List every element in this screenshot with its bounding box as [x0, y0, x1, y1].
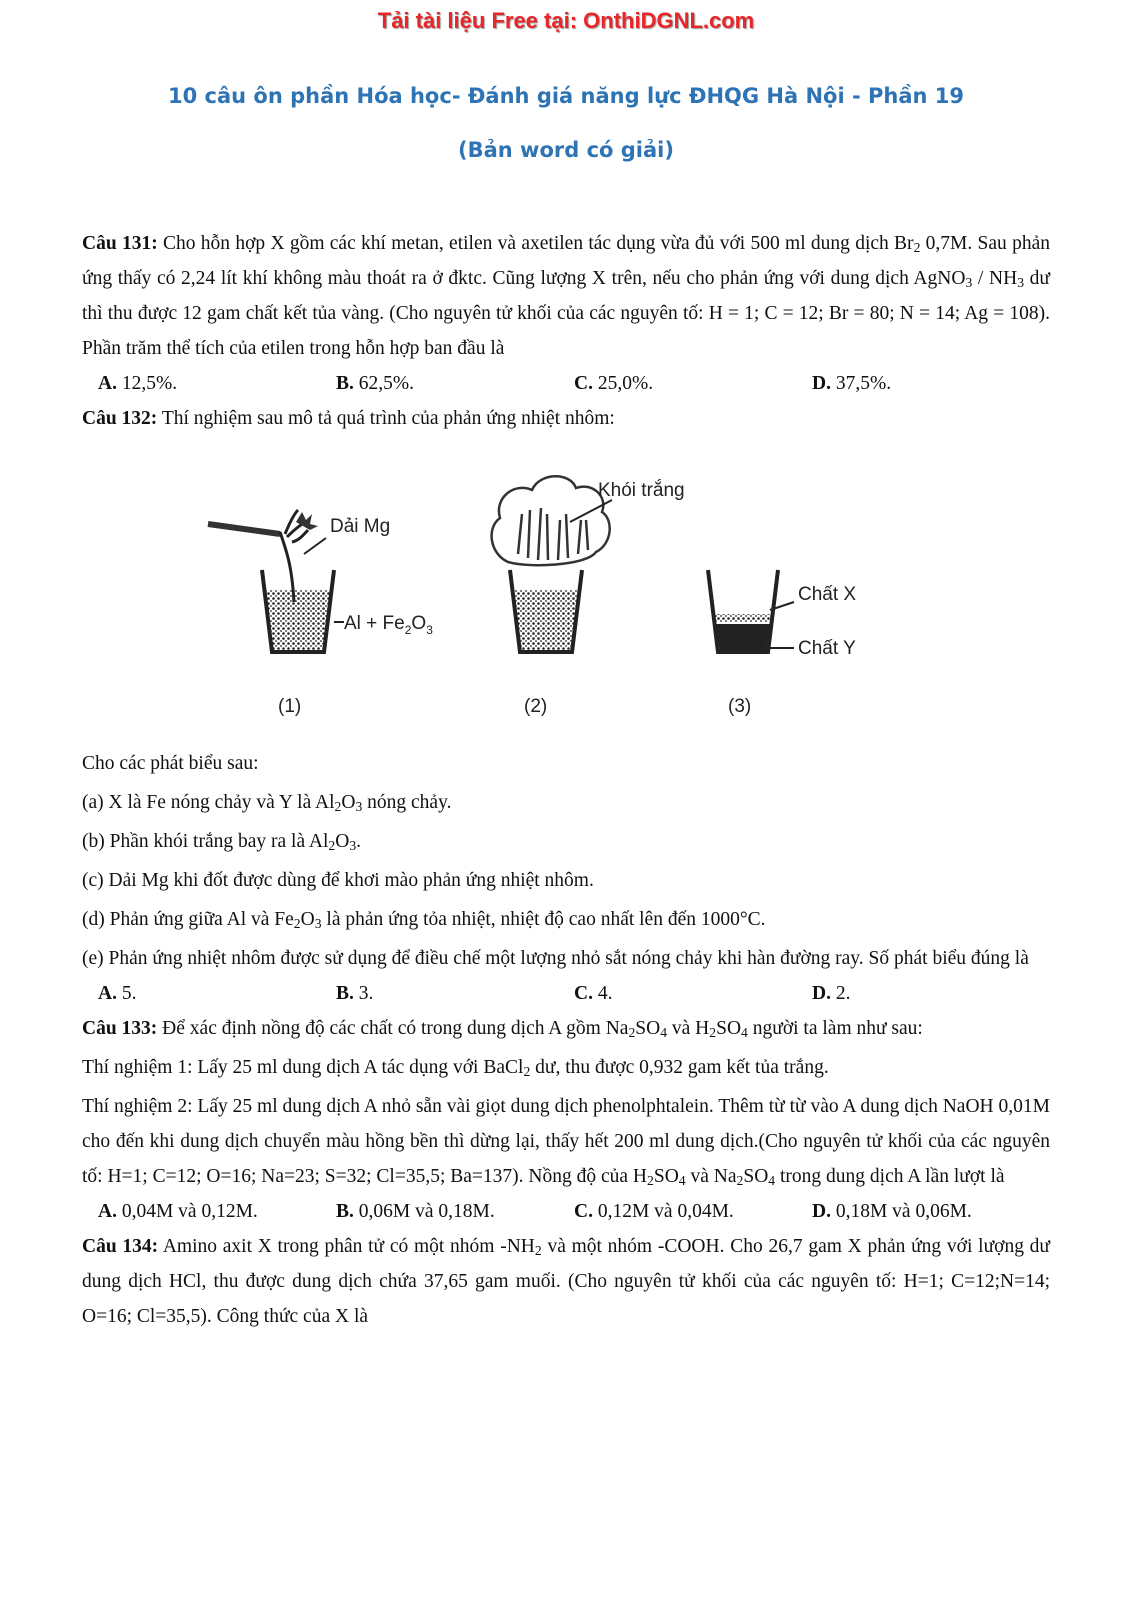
option-key: A. — [98, 983, 117, 1004]
subscript: 3 — [965, 275, 973, 290]
step-1-label: (1) — [278, 696, 302, 717]
subscript: 2 — [404, 623, 412, 637]
subscript: 3 — [314, 916, 322, 931]
option-a[interactable] — [98, 976, 336, 1011]
substance-y-label: Chất Y — [798, 638, 856, 659]
subscript: 4 — [660, 1025, 668, 1040]
option-key: D. — [812, 983, 831, 1004]
question-text: 0,7M. Sau phản ứng thấy có 2,24 lít khí không màu thoát ra ở đktc. Cũng lượng X trên, nếu cho phản ứng với dung dịch AgNO — [82, 233, 1051, 289]
statement-a — [82, 785, 1050, 820]
label-part: Al + Fe — [344, 613, 405, 634]
experiment-text: Thí nghiệm 1: Lấy 25 ml dung dịch A tác dụng với BaCl — [82, 1057, 524, 1078]
statement-text: O — [300, 909, 315, 930]
statements-intro: Cho các phát biểu sau: — [82, 753, 259, 774]
statement-text: (b) Phần khói trắng bay ra là Al — [82, 831, 329, 852]
reactant-mixture — [512, 590, 580, 650]
statement-b — [82, 824, 1050, 859]
option-key: C. — [574, 983, 593, 1004]
label-part: O — [411, 613, 427, 634]
option-c[interactable] — [574, 976, 812, 1011]
option-text: 37,5%. — [830, 373, 892, 394]
option-a[interactable] — [98, 366, 336, 401]
option-key: C. — [574, 373, 593, 394]
experiment-text: Thí nghiệm 2: Lấy 25 ml dung dịch A nhỏ sẵn vài giọt dung dịch phenolphtalein. Thêm từ từ vào A dung dịch NaOH 0,01M cho đến khi dung dịch chuyển màu hồng bền thì dừng lại, thấy hết 200 ml dung dịch.(Cho nguyên tử khối của các nguyên tố: H=1; C=12; O=16; Na=23; S=32; Cl=35,5; Ba=137). Nồng độ của H — [82, 1096, 1050, 1187]
option-text: 2. — [830, 983, 851, 1004]
experiment-text: và Na — [685, 1166, 737, 1187]
statement-e: (e) Phản ứng nhiệt nhôm được sử dụng để điều chế một lượng nhỏ sắt nóng chảy khi hàn đường ray. Số phát biểu đúng là — [82, 948, 1029, 969]
option-text: 0,12M và 0,04M. — [592, 1201, 734, 1222]
options-131 — [82, 366, 1050, 401]
option-c[interactable] — [574, 366, 812, 401]
subscript: 2 — [523, 1064, 531, 1079]
question-text: / NH — [972, 268, 1018, 289]
option-b[interactable] — [336, 976, 574, 1011]
question-text: Thí nghiệm sau mô tả quá trình của phản ứng nhiệt nhôm: — [157, 408, 615, 429]
step-3-label: (3) — [728, 696, 752, 717]
subscript: 2 — [328, 838, 336, 853]
beaker-3 — [708, 570, 794, 652]
experiment-text: SO — [743, 1166, 769, 1187]
question-text: người ta làm như sau: — [747, 1018, 923, 1039]
statement-text: (a) X là Fe nóng chảy và Y là Al — [82, 792, 335, 813]
option-text: 0,18M và 0,06M. — [830, 1201, 972, 1222]
subscript: 2 — [736, 1173, 744, 1188]
option-text: 5. — [116, 983, 137, 1004]
beaker-1 — [208, 510, 344, 652]
question-text: Để xác định nồng độ các chất có trong dung dịch A gồm Na — [157, 1018, 629, 1039]
white-smoke — [492, 476, 610, 565]
substance-y-layer — [716, 624, 770, 652]
statement-text: O — [341, 792, 356, 813]
experiment-1 — [82, 1050, 1050, 1085]
step-2-label: (2) — [524, 696, 548, 717]
option-key: B. — [336, 1201, 354, 1222]
option-c[interactable] — [574, 1194, 812, 1229]
subscript: 2 — [913, 240, 921, 255]
experiment-text: dư, thu được 0,932 gam kết tủa trắng. — [530, 1057, 829, 1078]
subscript: 2 — [628, 1025, 636, 1040]
question-text: Cho hỗn hợp X gồm các khí metan, etilen và axetilen tác dụng vừa đủ với 500 ml dung dịch Br — [157, 233, 914, 254]
option-b[interactable] — [336, 1194, 574, 1229]
option-b[interactable] — [336, 366, 574, 401]
option-key: A. — [98, 1201, 117, 1222]
question-label: Câu 132: — [82, 408, 158, 429]
document-body — [82, 226, 1050, 1334]
subscript: 4 — [678, 1173, 686, 1188]
option-text: 0,04M và 0,12M. — [116, 1201, 258, 1222]
statement-text: là phản ứng tỏa nhiệt, nhiệt độ cao nhất lên đến 1000°C. — [321, 909, 766, 930]
subscript: 3 — [426, 623, 433, 637]
subscript: 2 — [293, 916, 301, 931]
smoke-label: Khói trắng — [598, 480, 685, 501]
option-text: 0,06M và 0,18M. — [353, 1201, 495, 1222]
page-subtitle: (Bản word có giải) — [458, 138, 674, 162]
reactant-mixture — [264, 590, 332, 650]
substance-x-layer — [714, 614, 772, 622]
option-key: B. — [336, 983, 354, 1004]
subscript: 2 — [534, 1243, 542, 1258]
subscript: 4 — [768, 1173, 776, 1188]
option-a[interactable] — [98, 1194, 336, 1229]
subscript: 2 — [334, 799, 342, 814]
statement-text: O — [335, 831, 350, 852]
options-133 — [82, 1194, 1050, 1229]
subscript: 3 — [1017, 275, 1025, 290]
thermite-figure — [82, 442, 1050, 742]
thermite-diagram — [82, 442, 1050, 742]
beaker-2 — [492, 476, 612, 652]
statement-text: . — [356, 831, 362, 852]
mixture-label — [344, 613, 433, 637]
question-text: Amino axit X trong phân tử có một nhóm -NH — [158, 1236, 535, 1257]
question-label: Câu 133: — [82, 1018, 158, 1039]
option-d[interactable] — [812, 366, 1050, 401]
question-133 — [82, 1011, 1050, 1046]
statement-c: (c) Dải Mg khi đốt được dùng để khơi mào phản ứng nhiệt nhôm. — [82, 870, 594, 891]
mg-strip-holder — [208, 524, 280, 534]
question-label: Câu 134: — [82, 1236, 159, 1257]
subscript: 3 — [355, 799, 363, 814]
option-key: B. — [336, 373, 354, 394]
question-134 — [82, 1229, 1050, 1334]
experiment-2 — [82, 1089, 1050, 1194]
statement-d — [82, 902, 1050, 937]
option-key: C. — [574, 1201, 593, 1222]
question-131 — [82, 226, 1050, 366]
question-text: và H — [667, 1018, 710, 1039]
statement-text: nóng chảy. — [362, 792, 452, 813]
option-key: D. — [812, 373, 831, 394]
page-title: 10 câu ôn phần Hóa học- Đánh giá năng lực ĐHQG Hà Nội - Phần 19 — [167, 84, 965, 108]
subscript: 2 — [709, 1025, 717, 1040]
question-text: và một nhóm -COOH. Cho 26,7 gam X phản ứng với lượng dư dung dịch HCl, thu được dung dịch chứa 37,65 gam muối. (Cho nguyên tử khối của các nguyên tố: H=1; C=12;N=14; O=16; Cl=35,5). Công thức của X là — [82, 1236, 1051, 1327]
options-132 — [82, 976, 1050, 1011]
experiment-text: trong dung dịch A lần lượt là — [775, 1166, 1005, 1187]
question-text: SO — [716, 1018, 742, 1039]
option-text: 62,5%. — [353, 373, 415, 394]
subscript: 3 — [349, 838, 357, 853]
subscript: 2 — [647, 1173, 654, 1188]
option-d[interactable] — [812, 976, 1050, 1011]
question-132 — [82, 401, 1050, 436]
substance-x-label: Chất X — [798, 584, 857, 605]
option-d[interactable] — [812, 1194, 1050, 1229]
option-text: 25,0%. — [592, 373, 654, 394]
site-banner: Tải tài liệu Free tại: OnthiDGNL.com — [377, 8, 755, 33]
option-text: 12,5%. — [116, 373, 178, 394]
question-text: SO — [635, 1018, 661, 1039]
option-key: D. — [812, 1201, 831, 1222]
option-text: 4. — [592, 983, 613, 1004]
experiment-text: SO — [653, 1166, 679, 1187]
option-text: 3. — [353, 983, 374, 1004]
question-label: Câu 131: — [82, 233, 158, 254]
option-key: A. — [98, 373, 117, 394]
statement-text: (d) Phản ứng giữa Al và Fe — [82, 909, 294, 930]
question-text: dư thì thu được 12 gam chất kết tủa vàng. (Cho nguyên tử khối của các nguyên tố: H = 1; C = 12; Br = 80; N = 14; Ag = 108). Phần trăm thể tích của etilen trong hỗn hợp ban đầu là — [82, 268, 1050, 359]
mg-label: Dải Mg — [330, 516, 391, 537]
subscript: 4 — [741, 1025, 748, 1040]
